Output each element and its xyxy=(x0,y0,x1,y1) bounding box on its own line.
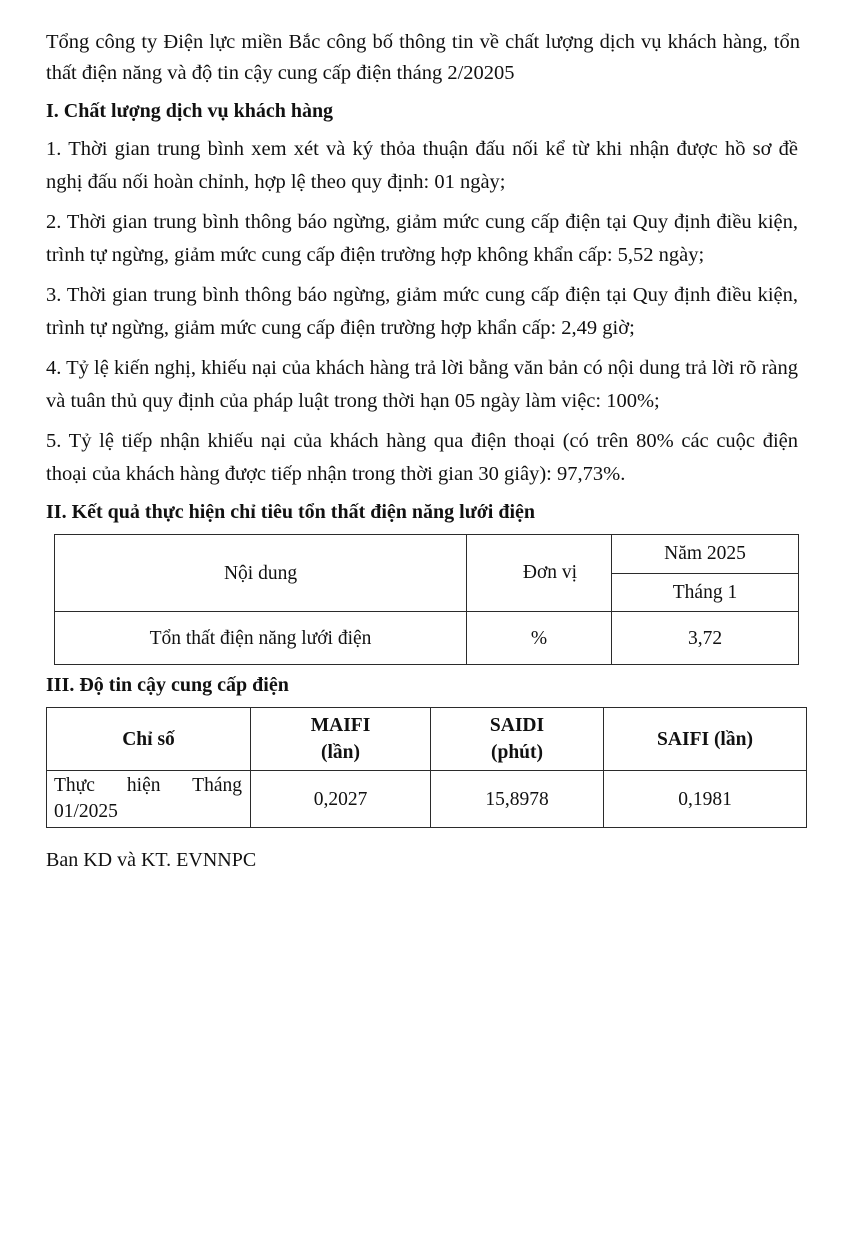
reliability-table-wrapper xyxy=(46,707,820,828)
table-header-row xyxy=(55,535,799,574)
cell-period-label xyxy=(47,771,251,828)
paragraph-1: 1. Thời gian trung bình xem xét và ký thỏa thuận đấu nối kể từ khi nhận được hồ sơ đề nghị đấu nối hoàn chỉnh, hợp lệ theo quy định: 01 ngày; xyxy=(46,138,798,193)
spacer xyxy=(46,828,820,846)
cell-loss-label: Tổn thất điện năng lưới điện xyxy=(55,612,467,665)
paragraph-4: 4. Tỷ lệ kiến nghị, khiếu nại của khách hàng trả lời bằng văn bản có nội dung trả lời rõ ràng và tuân thủ quy định của pháp luật trong thời hạn 05 ngày làm việc: 100%; xyxy=(46,357,798,412)
energy-loss-table xyxy=(54,534,799,665)
header-cell-saifi: SAIFI (lần) xyxy=(604,708,807,771)
header-cell-unit: Đơn vị xyxy=(467,535,612,612)
table-row xyxy=(55,612,799,665)
header-saidi-unit: (phút) xyxy=(490,742,544,763)
header-cell-year: Năm 2025 xyxy=(612,535,799,574)
cell-loss-value: 3,72 xyxy=(612,612,799,665)
table-row xyxy=(47,771,807,828)
cell-saidi-value: 15,8978 xyxy=(431,771,604,828)
paragraph-3: 3. Thời gian trung bình thông báo ngừng, giảm mức cung cấp điện tại Quy định điều kiện, trình tự ngừng, giảm mức cung cấp điện trường hợp khẩn cấp: 2,49 giờ; xyxy=(46,284,798,339)
header-maifi-unit: (lần) xyxy=(321,742,360,763)
cell-period-label-line1: Thực hiện Tháng xyxy=(54,775,242,796)
section-heading-2: II. Kết quả thực hiện chỉ tiêu tổn thất điện năng lưới điện xyxy=(46,501,536,523)
header-cell-content: Nội dung xyxy=(55,535,467,612)
cell-saifi-value: 0,1981 xyxy=(604,771,807,828)
section-heading-3: III. Độ tin cậy cung cấp điện xyxy=(46,674,289,696)
paragraph-5: 5. Tỷ lệ tiếp nhận khiếu nại của khách hàng qua điện thoại (có trên 80% các cuộc điện thoại của khách hàng được tiếp nhận trong thời gian 30 giây): 97,73%. xyxy=(46,430,798,485)
paragraph-2: 2. Thời gian trung bình thông báo ngừng, giảm mức cung cấp điện tại Quy định điều kiện, trình tự ngừng, giảm mức cung cấp điện trường hợp không khẩn cấp: 5,52 ngày; xyxy=(46,211,798,266)
footer-signature: Ban KD và KT. EVNNPC xyxy=(46,849,257,871)
cell-period-label-line2: 01/2025 xyxy=(54,801,118,822)
header-cell-saidi xyxy=(431,708,604,771)
table-header-row xyxy=(47,708,807,771)
header-saidi-name: SAIDI xyxy=(489,715,545,736)
loss-table-wrapper xyxy=(54,534,820,665)
cell-loss-unit: % xyxy=(467,612,612,665)
reliability-table xyxy=(46,707,807,828)
cell-maifi-value: 0,2027 xyxy=(251,771,431,828)
header-cell-maifi xyxy=(251,708,431,771)
header-maifi-name: MAIFI xyxy=(310,715,371,736)
section-heading-1: I. Chất lượng dịch vụ khách hàng xyxy=(46,100,334,122)
header-cell-month: Tháng 1 xyxy=(612,573,799,612)
header-cell-index: Chỉ số xyxy=(47,708,251,771)
page-title: Tổng công ty Điện lực miền Bắc công bố thông tin về chất lượng dịch vụ khách hàng, tổn thất điện năng và độ tin cậy cung cấp điện tháng 2/20205 xyxy=(46,31,800,84)
